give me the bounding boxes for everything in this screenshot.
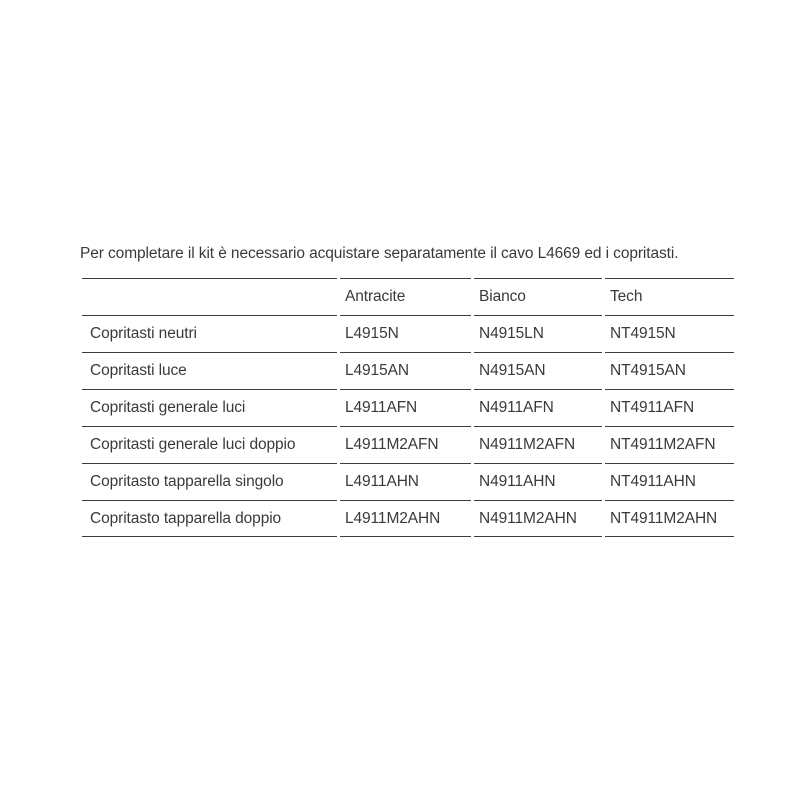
header-tech: Tech — [605, 278, 734, 315]
row-label: Copritasti luce — [82, 352, 337, 389]
product-code: N4915LN — [474, 315, 602, 352]
header-antracite: Antracite — [340, 278, 471, 315]
table-row — [82, 352, 734, 389]
table-row — [82, 426, 734, 463]
product-code: N4911AFN — [474, 389, 602, 426]
product-code: L4915N — [340, 315, 471, 352]
product-code: N4911AHN — [474, 463, 602, 500]
product-code: L4915AN — [340, 352, 471, 389]
table-body — [82, 315, 734, 537]
product-table — [79, 278, 737, 537]
product-code: NT4911M2AHN — [605, 500, 734, 537]
row-label: Copritasto tapparella doppio — [82, 500, 337, 537]
table-row — [82, 463, 734, 500]
row-label: Copritasto tapparella singolo — [82, 463, 337, 500]
product-code: N4911M2AFN — [474, 426, 602, 463]
row-label: Copritasti neutri — [82, 315, 337, 352]
product-code: N4915AN — [474, 352, 602, 389]
table-header — [82, 278, 734, 315]
table-row — [82, 500, 734, 537]
header-row — [82, 278, 734, 315]
product-code: N4911M2AHN — [474, 500, 602, 537]
product-code: NT4911M2AFN — [605, 426, 734, 463]
product-code: L4911AHN — [340, 463, 471, 500]
table-row — [82, 315, 734, 352]
product-code: L4911M2AFN — [340, 426, 471, 463]
intro-text: Per completare il kit è necessario acquistare separatamente il cavo L4669 ed i copritasti. — [80, 245, 679, 262]
product-code: L4911M2AHN — [340, 500, 471, 537]
product-code: NT4911AFN — [605, 389, 734, 426]
table-row — [82, 389, 734, 426]
product-code: NT4911AHN — [605, 463, 734, 500]
header-empty — [82, 278, 337, 315]
row-label: Copritasti generale luci doppio — [82, 426, 337, 463]
product-code: NT4915N — [605, 315, 734, 352]
product-code: L4911AFN — [340, 389, 471, 426]
row-label: Copritasti generale luci — [82, 389, 337, 426]
header-bianco: Bianco — [474, 278, 602, 315]
product-code: NT4915AN — [605, 352, 734, 389]
